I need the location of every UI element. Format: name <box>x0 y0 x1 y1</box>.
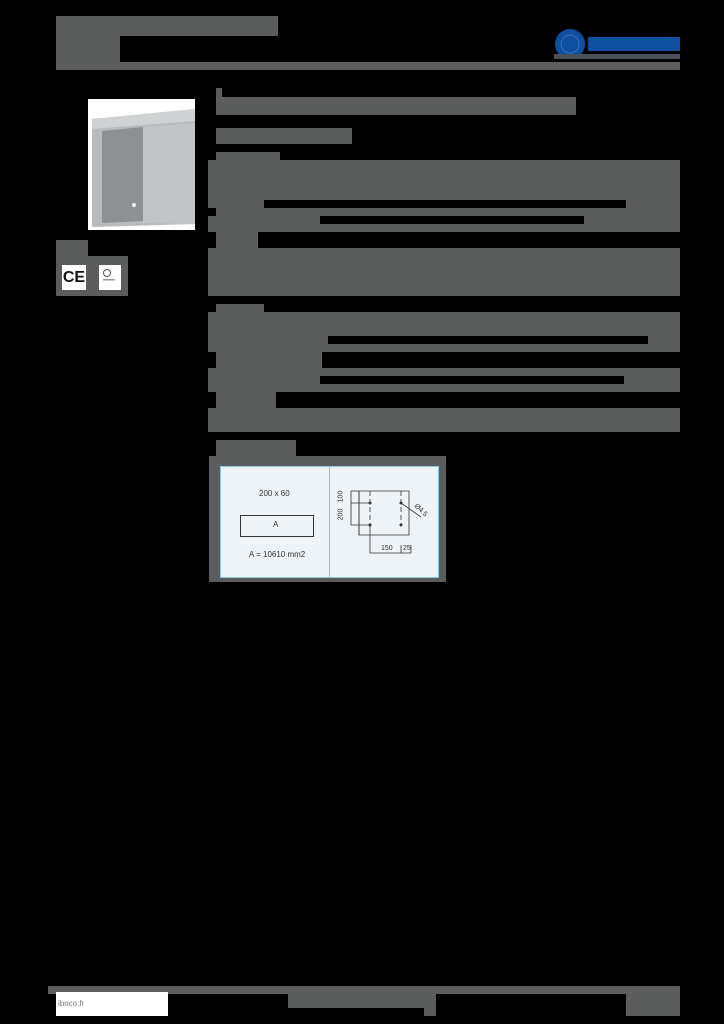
dim-100: 100 <box>337 490 345 503</box>
fixing-plan-icon <box>331 467 437 577</box>
spec-gap <box>208 208 216 216</box>
header-rule <box>56 62 680 70</box>
specs-section2-label <box>216 232 258 248</box>
specs-section2-body <box>208 248 680 296</box>
logo-icon <box>552 28 682 62</box>
dim-200: 200 <box>337 508 345 521</box>
footer-website-link[interactable]: iboco.fr <box>56 992 168 1016</box>
dim-150: 150 <box>381 545 393 552</box>
spec-gap <box>320 216 584 224</box>
dim-hole: Ø4.5 <box>412 502 429 519</box>
technical-drawing <box>220 466 439 578</box>
footer-center-text <box>288 994 436 1008</box>
spec-gap <box>264 200 626 208</box>
drawing-label <box>216 440 296 456</box>
footer-center-tail <box>424 1008 436 1016</box>
specs-section5-body <box>208 408 680 432</box>
specs-section4-label <box>216 392 276 408</box>
spec-gap <box>258 232 680 248</box>
spec-gap <box>320 376 624 384</box>
product-image <box>88 99 195 230</box>
header-title-block <box>56 36 70 62</box>
quality-mark-icon <box>99 265 121 290</box>
company-logo <box>552 28 682 62</box>
dim-25: 25 <box>403 545 411 552</box>
section-area: A = 10610 mm2 <box>249 550 306 559</box>
product-title <box>216 97 576 115</box>
section-size: 200 x 60 <box>259 489 290 498</box>
header-subtitle <box>70 36 120 62</box>
specs-row <box>216 352 322 368</box>
area-label: A <box>273 520 279 529</box>
spec-gap <box>328 336 648 344</box>
product-subheading <box>216 128 352 144</box>
footer-page-info <box>626 994 680 1016</box>
ce-mark-icon: CE <box>62 265 86 290</box>
title-ascender <box>216 88 222 97</box>
specs-section3-body <box>208 312 680 352</box>
header-title <box>56 16 278 36</box>
